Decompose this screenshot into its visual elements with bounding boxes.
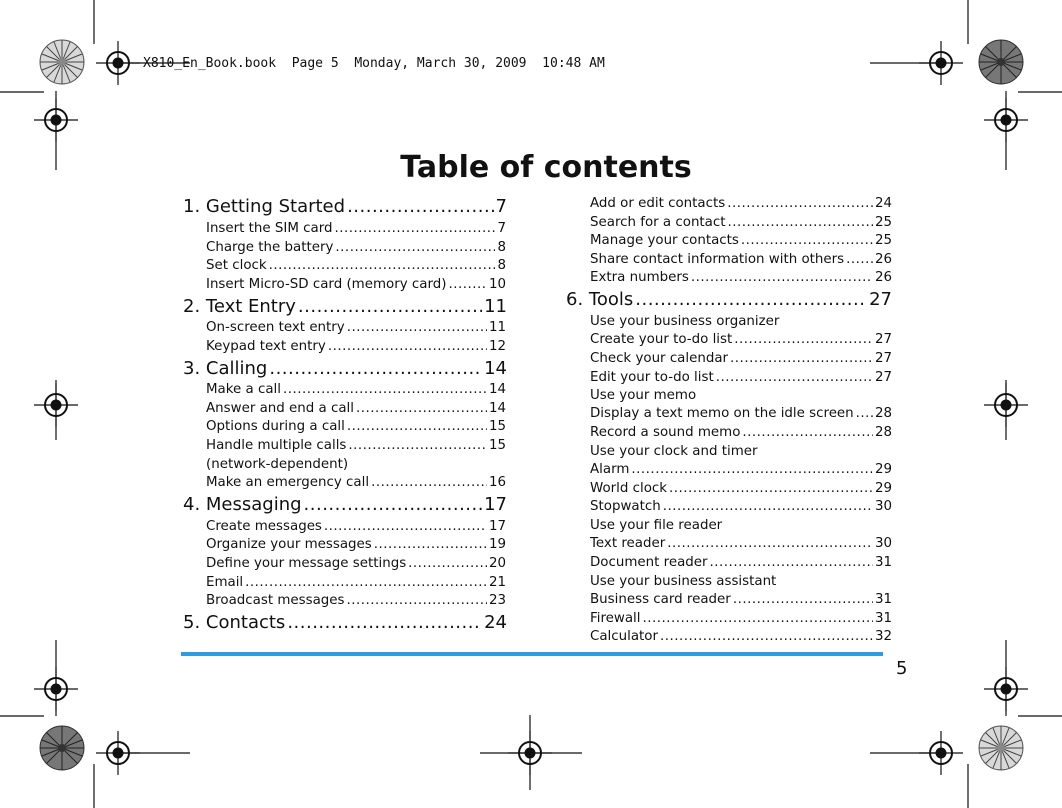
toc-entry[interactable]: Share contact information with others ..... 26 xyxy=(590,252,892,270)
toc-note: (network-dependent) xyxy=(206,457,349,472)
toc-entry[interactable]: Organize your messages ..... 19 xyxy=(206,537,506,555)
file-header: X810_En_Book.book Page 5 Monday, March 30, 2009 10:48 AM xyxy=(143,56,605,71)
toc-chapter-4[interactable]: 4. Messaging ..... 17 xyxy=(183,494,507,516)
toc-entry[interactable]: Insert Micro-SD card (memory card) ..... 10 xyxy=(206,277,506,295)
toc-entry[interactable]: Define your message settings ..... 20 xyxy=(206,556,506,574)
toc-chapter-6[interactable]: 6. Tools ..... 27 xyxy=(566,289,892,311)
toc-chapter-1[interactable]: 1. Getting Started ..... 7 xyxy=(183,196,507,218)
toc-entry[interactable]: Search for a contact ..... 25 xyxy=(590,215,892,233)
toc-entry[interactable]: World clock ..... 29 xyxy=(590,481,892,499)
toc-entry[interactable]: Make an emergency call ..... 16 xyxy=(206,475,506,493)
toc-entry[interactable]: Answer and end a call ..... 14 xyxy=(206,401,506,419)
toc-entry[interactable]: Options during a call ..... 15 xyxy=(206,419,506,437)
toc-entry[interactable]: Create your to-do list ..... 27 xyxy=(590,332,892,350)
toc-chapter-2[interactable]: 2. Text Entry ..... 11 xyxy=(183,296,507,318)
footer-rule xyxy=(181,652,883,656)
toc-entry[interactable]: Document reader ..... 31 xyxy=(590,555,892,573)
toc-subheading: Use your business assistant xyxy=(590,574,777,589)
toc-entry[interactable]: Text reader ..... 30 xyxy=(590,536,892,554)
toc-entry[interactable]: Record a sound memo ..... 28 xyxy=(590,425,892,443)
toc-entry[interactable]: Calculator ..... 32 xyxy=(590,629,892,647)
toc-entry[interactable]: Broadcast messages ..... 23 xyxy=(206,593,506,611)
toc-entry[interactable]: On-screen text entry ..... 11 xyxy=(206,320,506,338)
toc-entry[interactable]: Insert the SIM card ..... 7 xyxy=(206,221,506,239)
toc-entry[interactable]: Email ..... 21 xyxy=(206,575,506,593)
toc-entry[interactable]: Create messages ..... 17 xyxy=(206,519,506,537)
toc-entry[interactable]: Manage your contacts ..... 25 xyxy=(590,233,892,251)
toc-entry[interactable]: Display a text memo on the idle screen ..... 28 xyxy=(590,406,892,424)
toc-entry[interactable]: Business card reader ..... 31 xyxy=(590,592,892,610)
toc-entry[interactable]: Charge the battery ..... 8 xyxy=(206,240,506,258)
toc-entry[interactable]: Handle multiple calls ..... 15 xyxy=(206,438,506,456)
page-title: Table of contents xyxy=(400,150,692,185)
toc-entry[interactable]: Edit your to-do list ..... 27 xyxy=(590,370,892,388)
toc-entry[interactable]: Check your calendar ..... 27 xyxy=(590,351,892,369)
toc-chapter-3[interactable]: 3. Calling ..... 14 xyxy=(183,358,507,380)
toc-entry[interactable]: Stopwatch ..... 30 xyxy=(590,499,892,517)
toc-subheading: Use your business organizer xyxy=(590,314,780,329)
toc-entry[interactable]: Add or edit contacts ..... 24 xyxy=(590,196,892,214)
toc-subheading: Use your memo xyxy=(590,388,697,403)
toc-subheading: Use your file reader xyxy=(590,518,723,533)
toc-entry[interactable]: Keypad text entry ..... 12 xyxy=(206,339,506,357)
toc-entry[interactable]: Alarm ..... 29 xyxy=(590,462,892,480)
toc-chapter-5[interactable]: 5. Contacts ..... 24 xyxy=(183,612,507,634)
toc-entry[interactable]: Set clock ..... 8 xyxy=(206,258,506,276)
page-number: 5 xyxy=(896,658,908,679)
toc-entry[interactable]: Extra numbers ..... 26 xyxy=(590,270,892,288)
toc-subheading: Use your clock and timer xyxy=(590,444,758,459)
toc-entry[interactable]: Make a call ..... 14 xyxy=(206,382,506,400)
toc-entry[interactable]: Firewall ..... 31 xyxy=(590,611,892,629)
